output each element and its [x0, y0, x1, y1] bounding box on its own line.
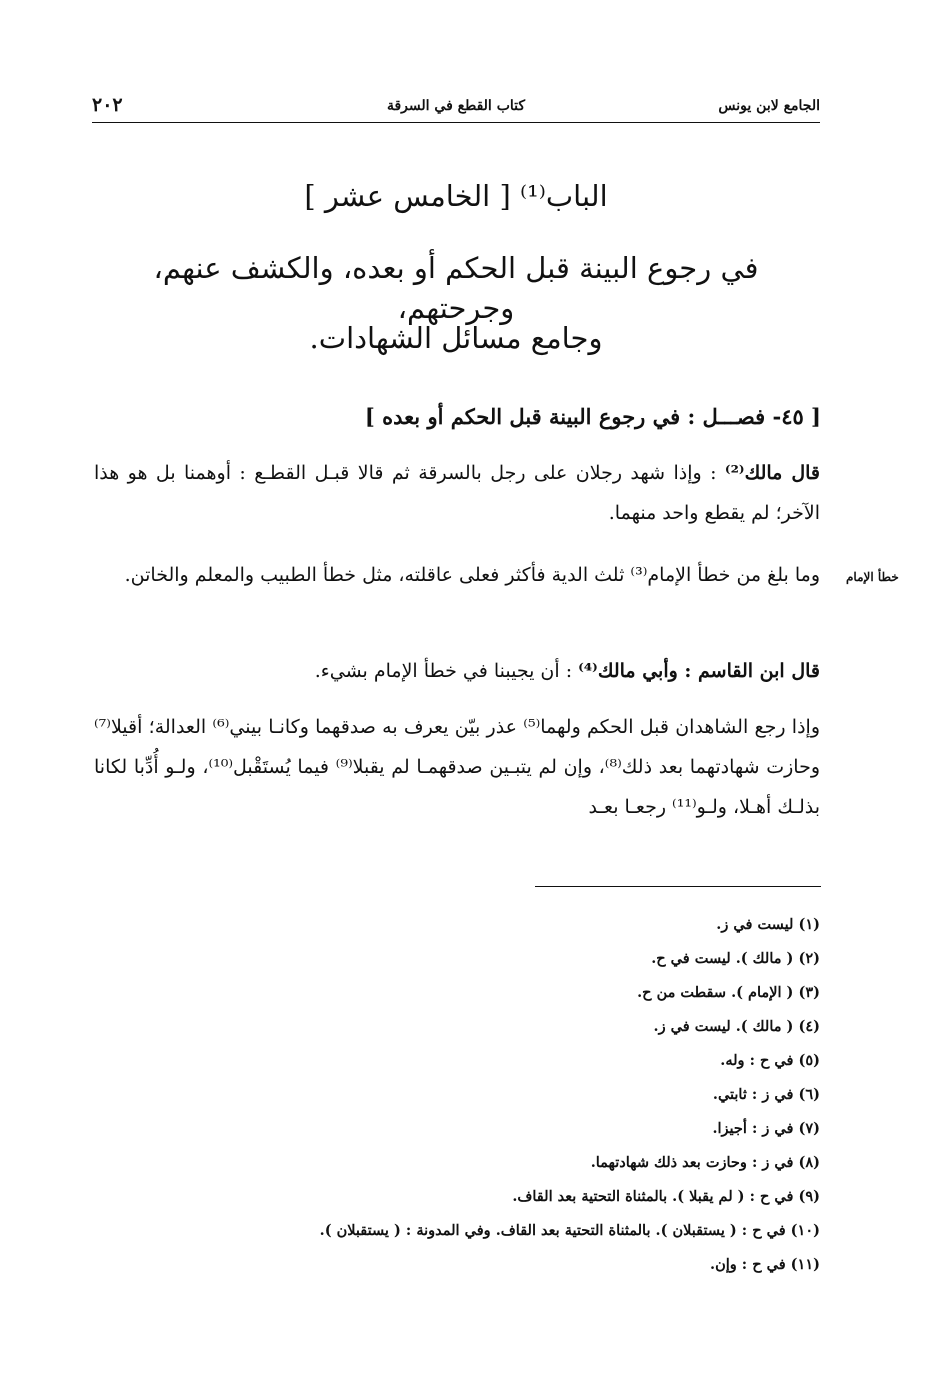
footnote-11: (١١) في ح : وإن.	[710, 1256, 820, 1273]
paragraph-2	[94, 555, 820, 595]
footnote-1: (١) ليست في ز.	[716, 916, 820, 933]
paragraph-4	[94, 707, 820, 827]
paragraph-1	[94, 453, 820, 533]
running-header	[92, 92, 820, 123]
page-number: ٢٠٢	[92, 94, 123, 116]
footnote-8: (٨) في ز : وحازت بعد ذلك شهادتهما.	[590, 1154, 820, 1171]
footnote-7: (٧) في ز : أجيزا.	[712, 1120, 820, 1137]
section-heading: [ ٤٥- فصـــل : في رجوع البينة قبل الحكم أو بعده ]	[364, 404, 821, 429]
book-title: الجامع لابن يونس	[718, 98, 820, 114]
chapter-heading-line-1: الباب⁽¹⁾ [ الخامس عشر ]	[304, 179, 608, 213]
footnotes-list	[200, 908, 820, 1282]
paragraph-1-lead: قال مالك⁽²⁾	[724, 462, 821, 484]
footnote-divider	[535, 886, 821, 887]
footnote-4: (٤) ( مالك ). ليست في ز.	[653, 1018, 820, 1035]
chapter-running-title: كتاب القطع في السرقة	[386, 98, 526, 114]
paragraph-4-text: وإذا رجع الشاهدان قبل الحكم ولهما⁽⁵⁾ عذر بيّن يعرف به صدقهما وكانـا بيني⁽⁶⁾ العدالة؛ أقيلا⁽⁷⁾ وحازت شهادتهما بعد ذلك⁽⁸⁾، وإن لم يتبـين صدقهمـا لم يقبلا⁽⁹⁾ فيما يُستَقْبل⁽¹⁰⁾، ولـو أُدِّبا لكانا بذلـك أهـلا، ولـو⁽¹¹⁾ رجعـا بعـد	[94, 716, 820, 818]
chapter-heading-line-2: في رجوع البينة قبل الحكم أو بعده، والكشف عنهم، وجرحتهم،	[153, 251, 759, 325]
footnote-3: (٣) ( الإمام ). سقطت من ح.	[637, 984, 820, 1001]
footnote-5: (٥) في ح : وله.	[720, 1052, 820, 1069]
paragraph-3-lead: قال ابن القاسم : وأبي مالك⁽⁴⁾	[578, 660, 820, 682]
footnote-2: (٢) ( مالك ). ليست في ح.	[651, 950, 820, 967]
chapter-heading-line-3: وجامع مسائل الشهادات.	[309, 321, 603, 355]
paragraph-3-text: : أن يجيبنا في خطأ الإمام بشيء.	[314, 660, 579, 682]
paragraph-1-text: : وإذا شهد رجلان على رجل بالسرقة ثم قالا قبـل القطـع : أوهمنا بل هو هذا الآخر؛ لم يقطع واحد منهما.	[94, 462, 820, 524]
paragraph-3	[94, 651, 820, 691]
margin-note: خطأ الإمام	[846, 570, 899, 584]
footnote-9: (٩) في ح : ( لم يقبلا ). بالمثناة التحتية بعد القاف.	[512, 1188, 820, 1205]
footnote-6: (٦) في ز : ثابتي.	[712, 1086, 820, 1103]
paragraph-2-text: وما بلغ من خطأ الإمام⁽³⁾ ثلث الدية فأكثر فعلى عاقلته، مثل خطأ الطبيب والمعلم والخاتن.	[124, 564, 820, 586]
footnote-10: (١٠) في ح : ( يستقبلان ). بالمثناة التحتية بعد القاف. وفي المدونة : ( يستقبلان ).	[319, 1222, 820, 1239]
